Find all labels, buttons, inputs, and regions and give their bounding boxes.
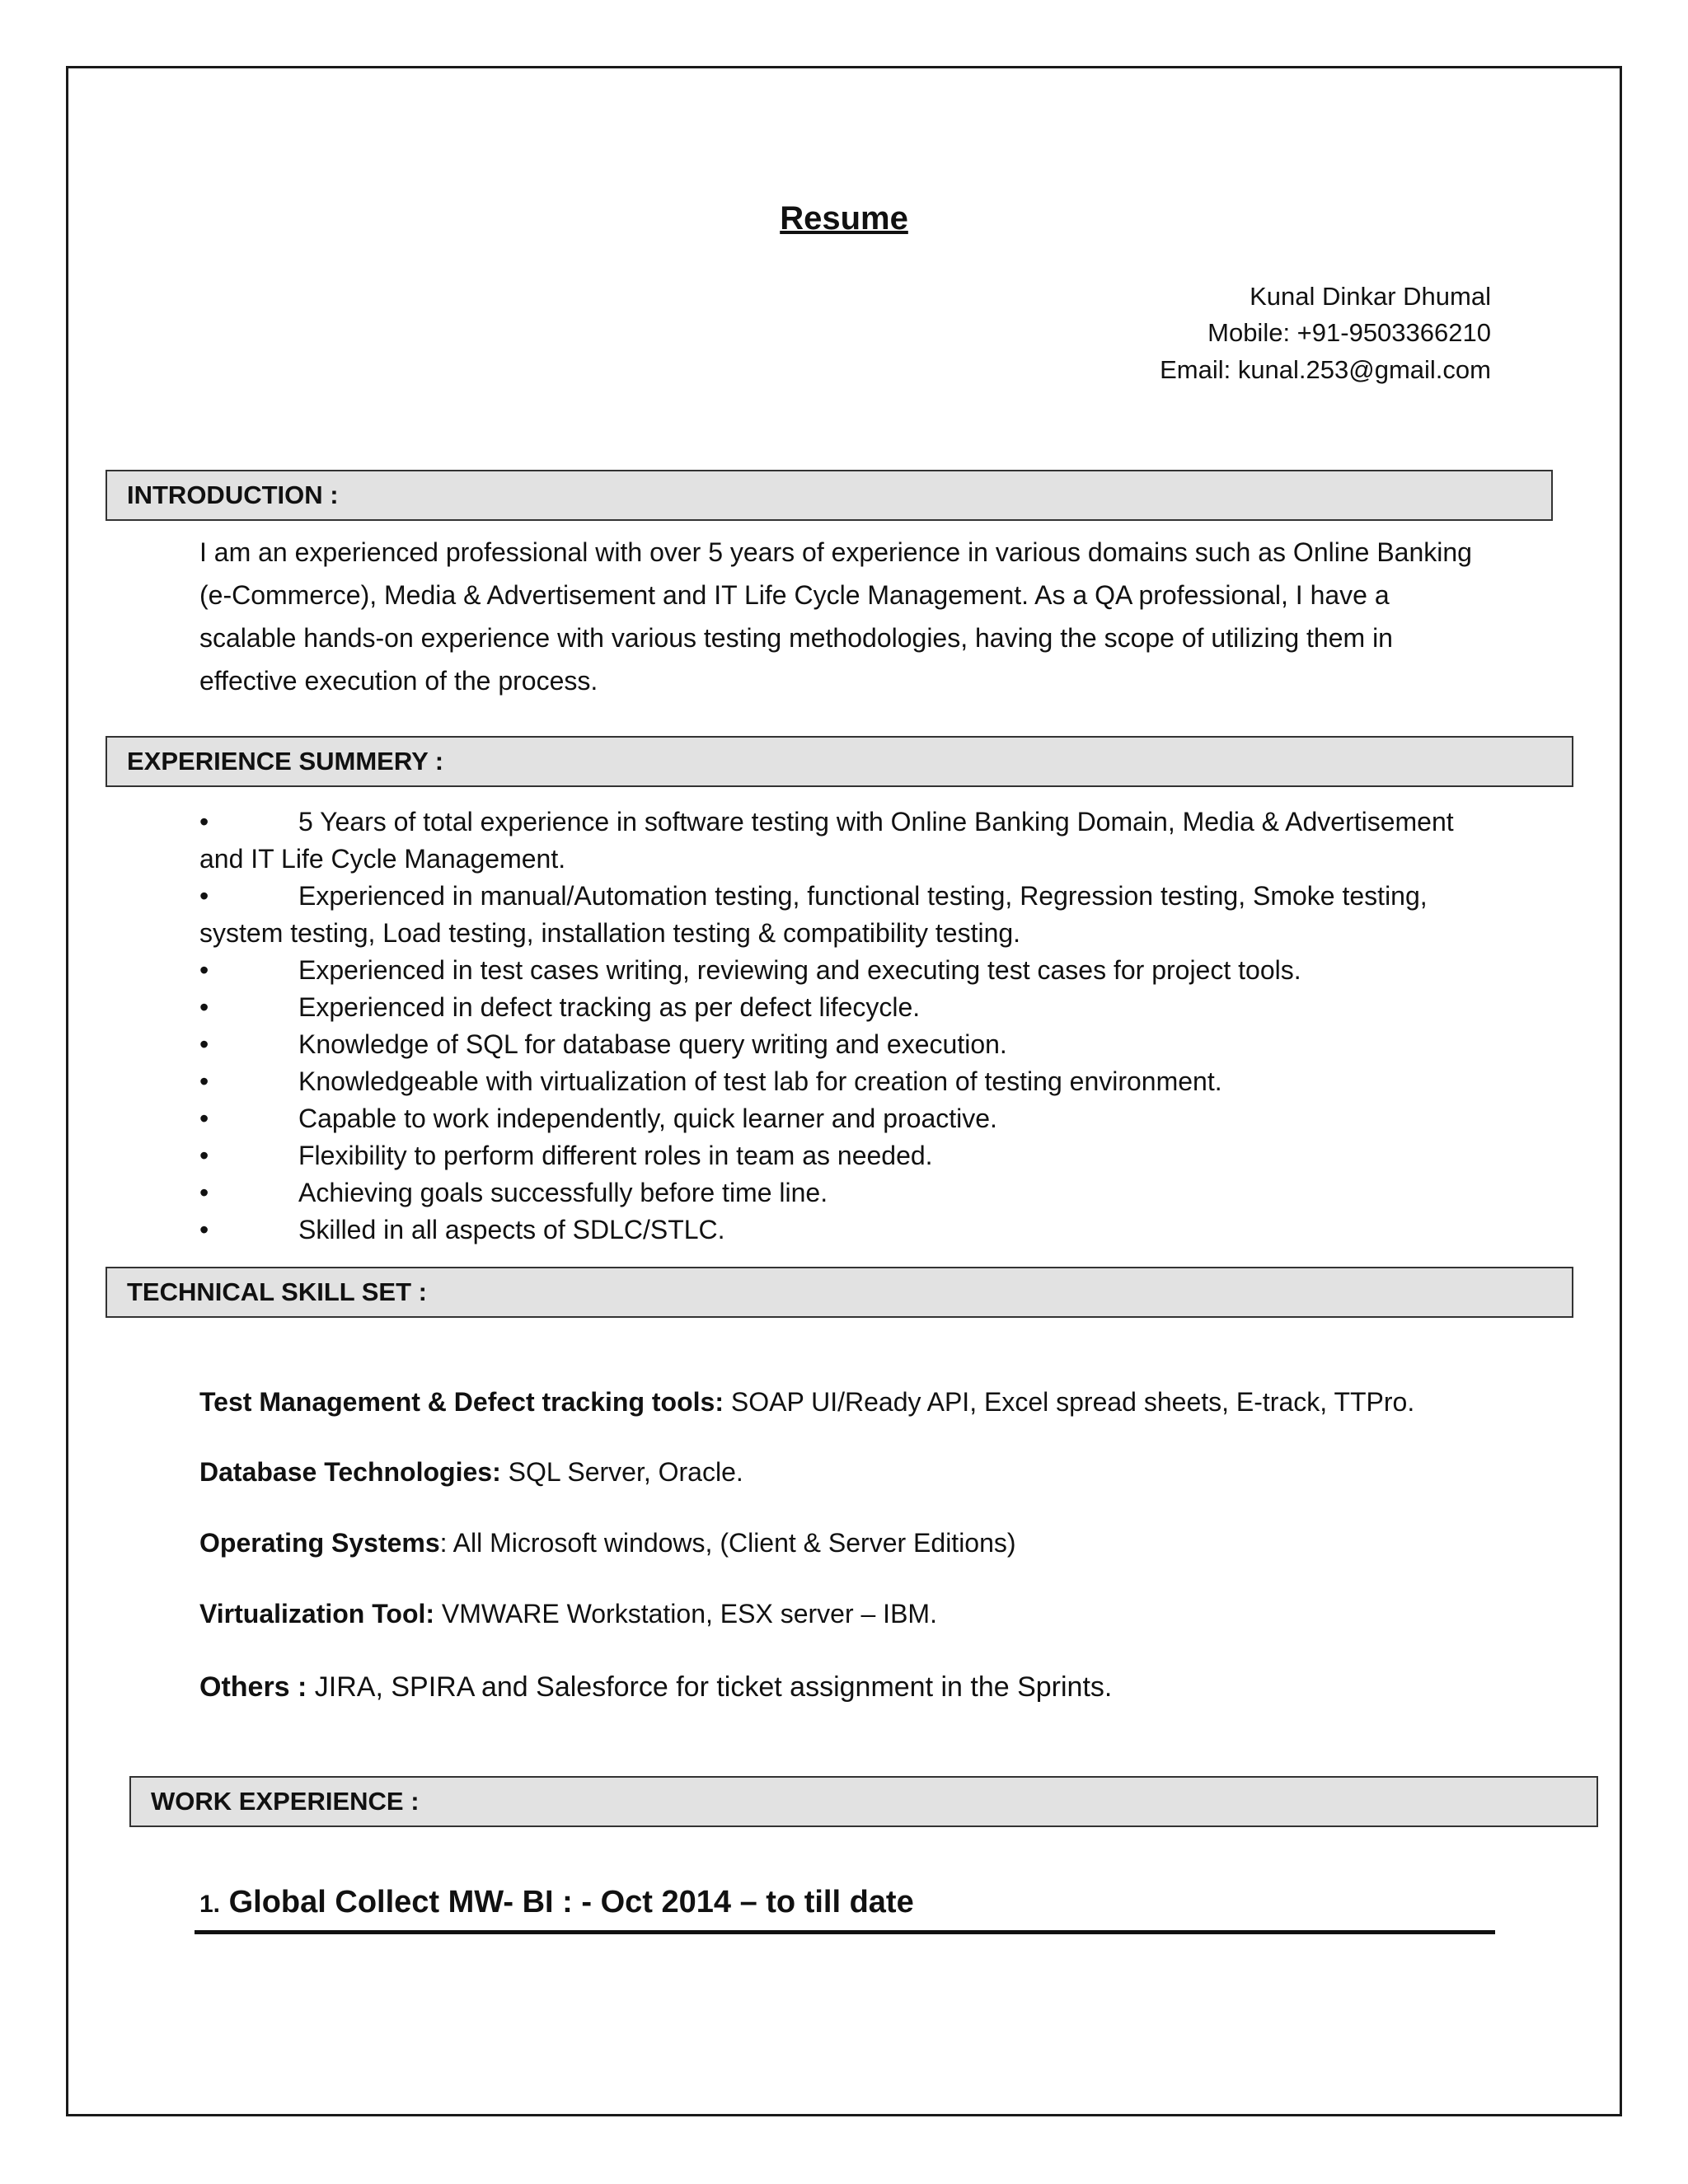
contact-mobile: Mobile: +91-9503366210 <box>1207 318 1491 347</box>
list-item: • Knowledge of SQL for database query writing and execution. <box>199 1026 1485 1063</box>
bullet-icon: • <box>199 807 209 837</box>
skill-row-operating-systems: Operating Systems: All Microsoft windows, (Client & Server Editions) <box>199 1528 1016 1558</box>
list-item: • Knowledgeable with virtualization of test lab for creation of testing environment. <box>199 1063 1485 1100</box>
bullet-icon: • <box>199 1066 209 1096</box>
contact-name: Kunal Dinkar Dhumal <box>1250 282 1491 311</box>
list-item: • Experienced in defect tracking as per defect lifecycle. <box>199 989 1485 1026</box>
section-header-experience-summary: EXPERIENCE SUMMERY : <box>106 736 1573 787</box>
skill-row-virtualization: Virtualization Tool: VMWARE Workstation, ESX server – IBM. <box>199 1599 937 1629</box>
contact-email: Email: kunal.253@gmail.com <box>1160 355 1491 384</box>
section-header-work-experience: WORK EXPERIENCE : <box>129 1776 1598 1827</box>
list-item: • Achieving goals successfully before time line. <box>199 1174 1485 1212</box>
list-item: • Capable to work independently, quick learner and proactive. <box>199 1100 1485 1137</box>
bullet-icon: • <box>199 1104 209 1133</box>
section-header-technical-skills: TECHNICAL SKILL SET : <box>106 1267 1573 1318</box>
bullet-icon: • <box>199 881 209 911</box>
bullet-icon: • <box>199 1141 209 1170</box>
list-item: • 5 Years of total experience in software testing with Online Banking Domain, Media & Advertisement and IT Life Cycle Management. <box>199 804 1485 878</box>
list-item: • Experienced in manual/Automation testing, functional testing, Regression testing, Smoke testing, system testing, Load testing, installation testing & compatibility testing. <box>199 878 1485 952</box>
introduction-paragraph: I am an experienced professional with over 5 years of experience in various domains such as Online Banking (e-Commerce), Media & Advertisement and IT Life Cycle Management. As a QA professional, I have a scalable hands-on experience with various testing methodologies, having the scope of utilizing them in effective execution of the process. <box>199 537 1472 696</box>
bullet-icon: • <box>199 955 209 985</box>
bullet-icon: • <box>199 1178 209 1207</box>
list-item: • Flexibility to perform different roles in team as needed. <box>199 1137 1485 1174</box>
skill-row-database: Database Technologies: SQL Server, Oracle. <box>199 1457 743 1487</box>
skill-row-test-management: Test Management & Defect tracking tools: SOAP UI/Ready API, Excel spread sheets, E-track, TTPro. <box>199 1387 1415 1417</box>
skill-row-others: Others : JIRA, SPIRA and Salesforce for ticket assignment in the Sprints. <box>199 1671 1113 1703</box>
job-title-underline <box>195 1930 1495 1934</box>
list-item: • Experienced in test cases writing, reviewing and executing test cases for project tools. <box>199 952 1485 989</box>
experience-summary-list <box>199 804 1485 1249</box>
bullet-icon: • <box>199 1029 209 1059</box>
bullet-icon: • <box>199 1215 209 1244</box>
list-item: • Skilled in all aspects of SDLC/STLC. <box>199 1212 1485 1249</box>
document-title: Resume <box>780 200 908 237</box>
section-header-introduction: INTRODUCTION : <box>106 470 1553 521</box>
bullet-icon: • <box>199 992 209 1022</box>
job-title: 1. Global Collect MW- BI : - Oct 2014 – to till date <box>199 1885 914 1919</box>
